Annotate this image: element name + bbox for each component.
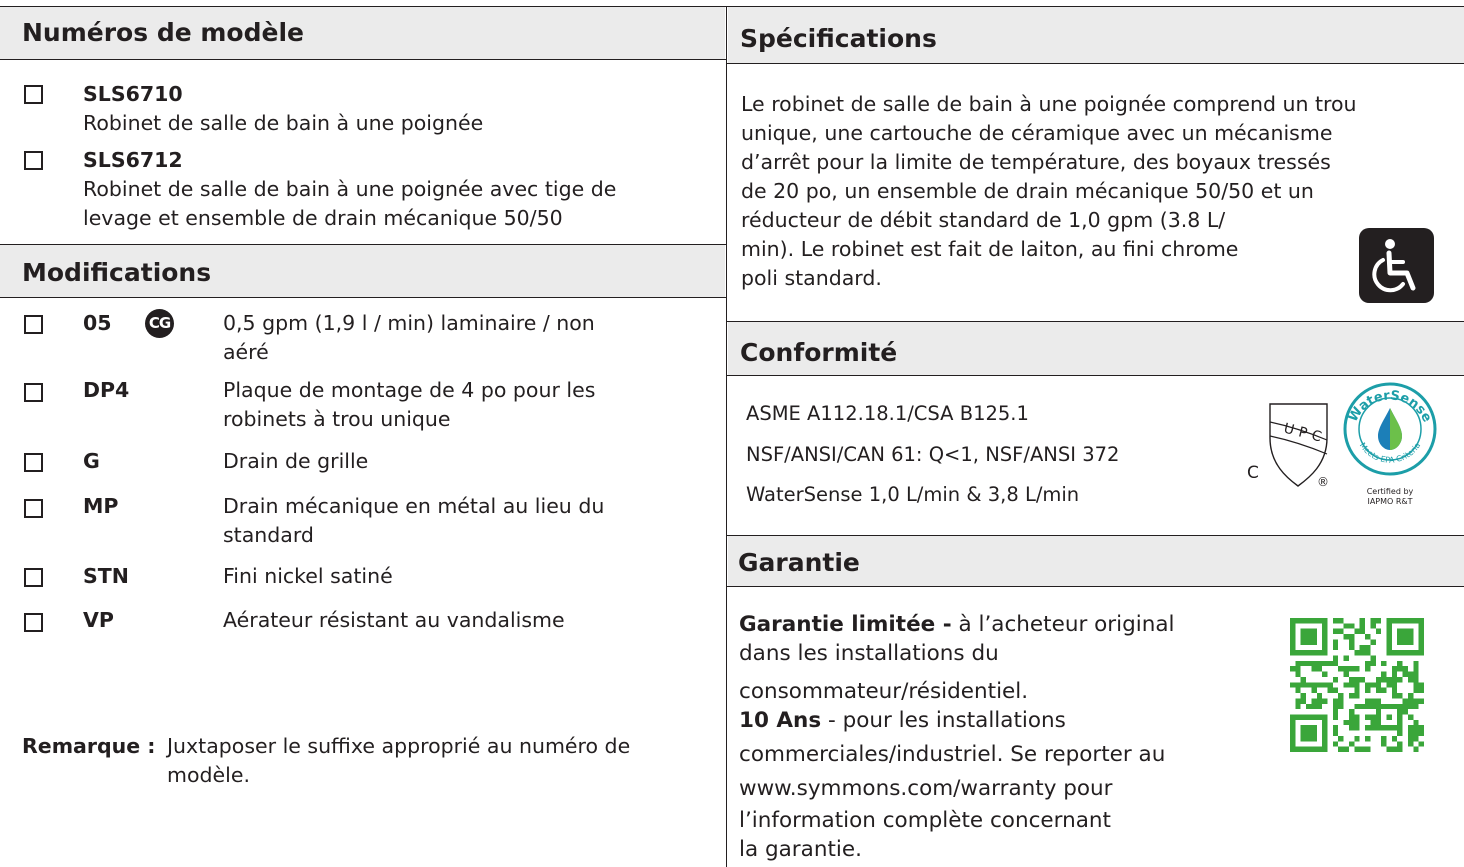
specifications-rule: [727, 63, 1464, 64]
modifications-rule: [0, 297, 726, 298]
warranty-title: Garantie: [738, 548, 860, 577]
watersense-logo: [1342, 378, 1442, 514]
warranty-line: l’information complète concernant: [739, 808, 1111, 833]
compliance-text: ASME A112.18.1/CSA B125.1: [746, 402, 1029, 425]
compliance-rule: [727, 375, 1464, 376]
warranty-rule: [727, 586, 1464, 587]
specifications-title: Spécifications: [740, 24, 937, 53]
watersense-cert-line2: IAPMO R&T: [1367, 497, 1413, 506]
specifications-text: poli standard.: [741, 266, 882, 290]
upc-certification-logo: [1245, 398, 1335, 490]
watersense-brand: WaterSense: [1345, 388, 1435, 425]
upc-logo-c: C: [1247, 463, 1259, 483]
warranty-years-text: - pour les installations: [821, 708, 1066, 733]
warranty-link[interactable]: www.symmons.com/warranty pour: [739, 776, 1113, 801]
remark-text: modèle.: [167, 763, 250, 787]
cg-badge-icon: CG: [145, 309, 174, 338]
modification-code: G: [83, 449, 100, 473]
warranty-limited-label: Garantie limitée -: [739, 612, 952, 637]
modification-checkbox-vp[interactable]: [24, 613, 43, 632]
modification-description: Drain de grille: [223, 449, 369, 473]
compliance-text: NSF/ANSI/CAN 61: Q<1, NSF/ANSI 372: [746, 443, 1120, 466]
specifications-text: d’arrêt pour la limite de température, des boyaux tressés: [741, 150, 1331, 174]
model-description: Robinet de salle de bain à une poignée: [83, 111, 484, 135]
model-checkbox-sls6712[interactable]: [24, 151, 43, 170]
model-description: levage et ensemble de drain mécanique 50/50: [83, 206, 563, 230]
warranty-years-label: 10 Ans: [739, 708, 822, 733]
modification-description: standard: [223, 523, 314, 547]
modification-code: STN: [83, 564, 129, 588]
compliance-title: Conformité: [740, 338, 898, 367]
modification-description: 0,5 gpm (1,9 l / min) laminaire / non: [223, 311, 595, 335]
upc-logo-text: UPC: [1281, 420, 1329, 447]
model-code: SLS6710: [83, 82, 183, 106]
modifications-title: Modifications: [22, 258, 212, 287]
column-divider: [726, 6, 727, 867]
modification-description: Plaque de montage de 4 po pour les: [223, 378, 596, 402]
upc-logo-registered: ®: [1317, 475, 1329, 489]
modification-code: DP4: [83, 378, 130, 402]
watersense-tagline: Meets EPA Criteria: [1357, 440, 1423, 465]
compliance-text: WaterSense 1,0 L/min & 3,8 L/min: [746, 483, 1080, 506]
modification-checkbox-stn[interactable]: [24, 568, 43, 587]
specifications-text: Le robinet de salle de bain à une poignée comprend un trou: [741, 92, 1357, 116]
modification-checkbox-dp4[interactable]: [24, 383, 43, 402]
model-code: SLS6712: [83, 148, 183, 172]
warranty-line: commerciales/industriel. Se reporter au: [739, 742, 1166, 767]
watersense-cert-line1: Certified by: [1366, 487, 1414, 496]
warranty-line: consommateur/résidentiel.: [739, 679, 1029, 704]
wheelchair-accessible-icon: [1359, 228, 1434, 303]
model-numbers-title: Numéros de modèle: [22, 18, 304, 47]
warranty-line: la garantie.: [739, 837, 862, 862]
modification-description: Fini nickel satiné: [223, 564, 393, 588]
model-description: Robinet de salle de bain à une poignée avec tige de: [83, 177, 617, 201]
remark-text: Juxtaposer le suffixe approprié au numéro de: [167, 734, 631, 758]
specifications-text: de 20 po, un ensemble de drain mécanique 50/50 et un: [741, 179, 1314, 203]
warranty-line: [739, 706, 1066, 735]
modification-description: aéré: [223, 340, 269, 364]
modification-checkbox-05[interactable]: [24, 315, 43, 334]
modification-description: Drain mécanique en métal au lieu du: [223, 494, 605, 518]
specifications-text: min). Le robinet est fait de laiton, au fini chrome: [741, 237, 1239, 261]
modification-code: VP: [83, 608, 114, 632]
model-checkbox-sls6710[interactable]: [24, 85, 43, 104]
warranty-line: dans les installations du: [739, 641, 999, 666]
modification-description: Aérateur résistant au vandalisme: [223, 608, 565, 632]
modification-code: MP: [83, 494, 119, 518]
specifications-text: réducteur de débit standard de 1,0 gpm (3.8 L/: [741, 208, 1226, 232]
modification-checkbox-mp[interactable]: [24, 499, 43, 518]
modification-description: robinets à trou unique: [223, 407, 451, 431]
modification-checkbox-g[interactable]: [24, 453, 43, 472]
model-numbers-rule: [0, 59, 726, 60]
remark-label: Remarque :: [22, 734, 156, 758]
warranty-limited-text: à l’acheteur original: [951, 612, 1175, 637]
warranty-line: [739, 610, 1174, 639]
specifications-text: unique, une cartouche de céramique avec un mécanisme: [741, 121, 1333, 145]
modification-code: 05: [83, 311, 112, 335]
qr-code: [1290, 618, 1424, 752]
